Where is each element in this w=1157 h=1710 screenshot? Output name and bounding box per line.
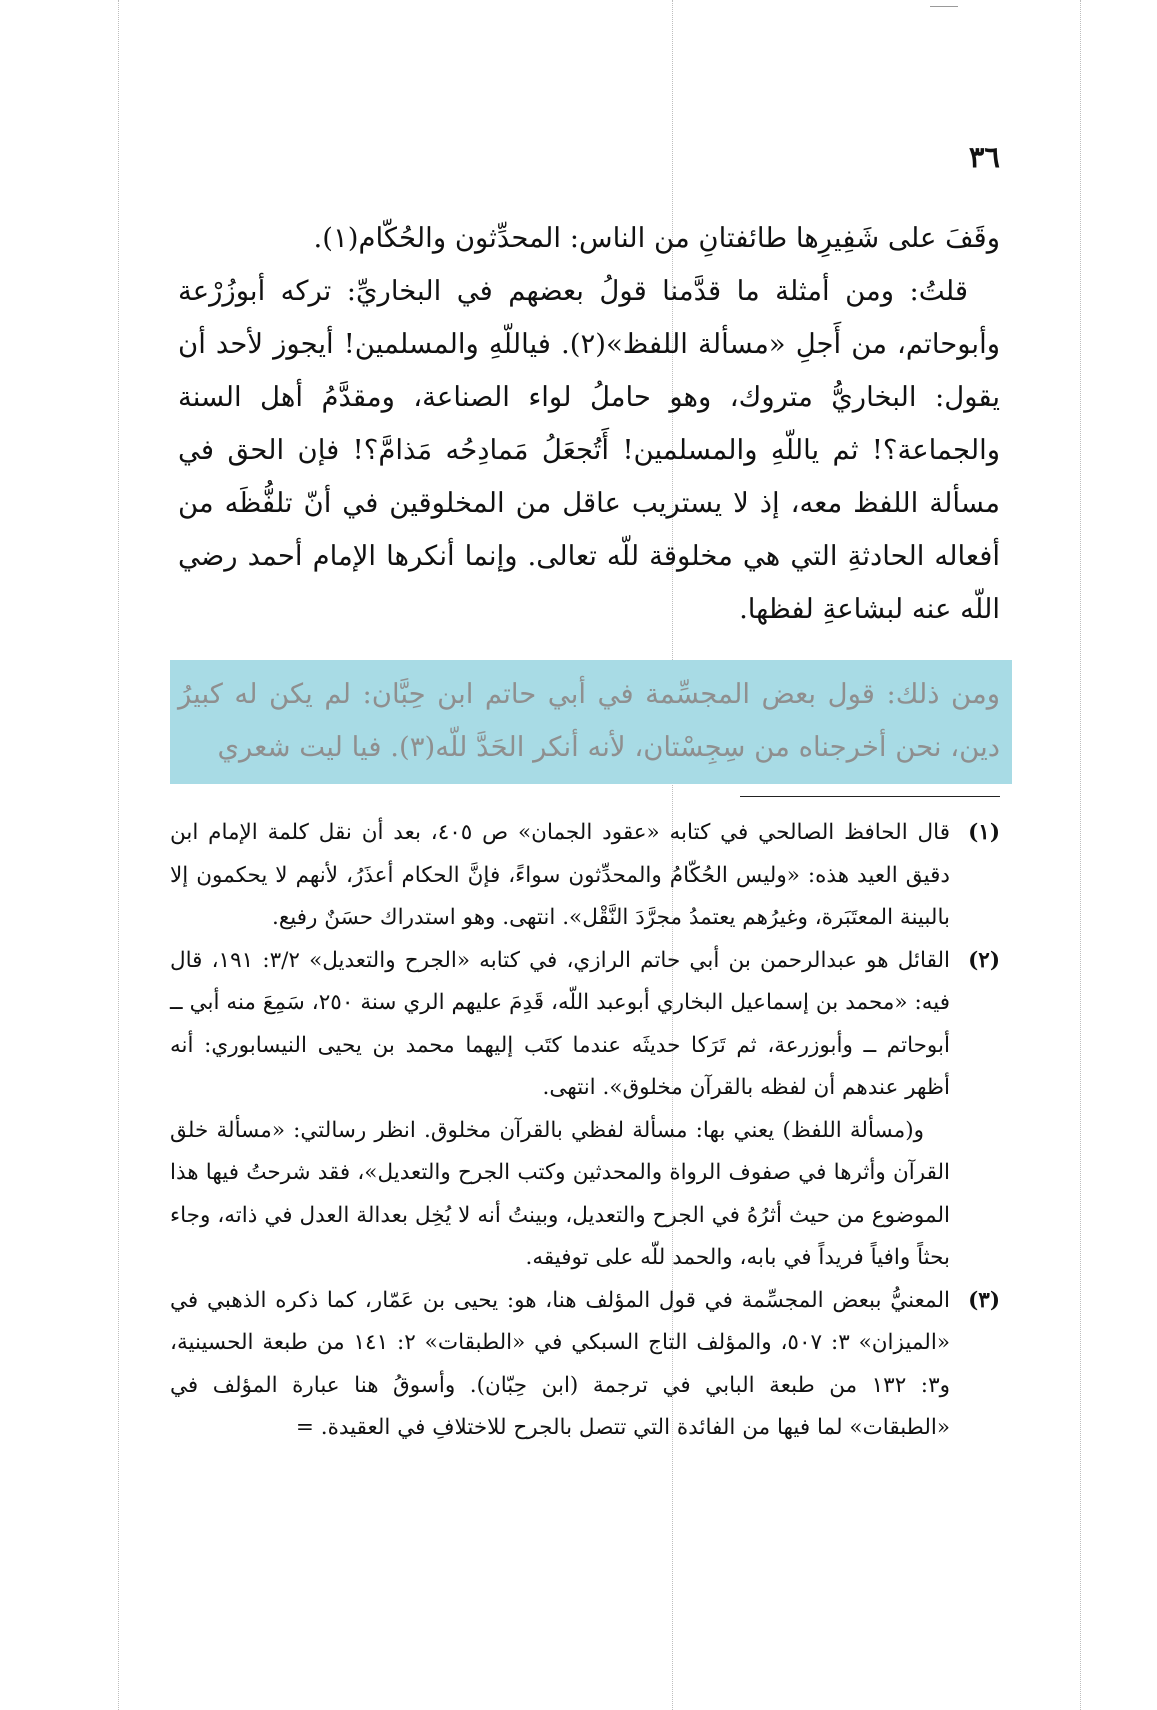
footnote-paragraph: و(مسألة اللفظ) يعني بها: مسألة لفظي بالقرآن مخلوق. انظر رسالتي: «مسألة خلق القرآن وأثرها في صفوف الرواة والمحدثين وكتب الجرح والتعديل»، فقد شرحتُ فيها هذا الموضوع من حيث أثرُهُ في الجرح والتعديل، وبينتُ أنه لا يُخِل بعدالة العدل في ذاته، وجاء بحثاً وافياً فريداً في بابه، والحمد للّه على توفيقه.	[170, 1117, 950, 1270]
scan-dotted-line-right	[1080, 0, 1081, 1710]
footnote-3	[170, 1280, 1000, 1450]
footnote-separator	[740, 796, 1000, 797]
footnote-body	[170, 940, 950, 1280]
scan-dotted-line-left	[118, 0, 119, 1710]
main-paragraph-1: وقَفَ على شَفِيرِها طائفتانِ من الناس: المحدِّثون والحُكّام(١).	[313, 222, 1000, 254]
footnote-2	[170, 940, 1000, 1280]
footnote-number: (٢)	[968, 947, 1000, 973]
footnote-paragraph: القائل هو عبدالرحمن بن أبي حاتم الرازي، في كتابه «الجرح والتعديل» ٣/٢: ١٩١، قال فيه: «محمد بن إسماعيل البخاري أبوعبد اللّه، قَدِمَ عليهم الري سنة ٢٥٠، سَمِعَ منه أبي ــ أبوحاتم ــ وأبوزرعة، ثم تَرَكا حديثَه عندما كتَب إليهما محمد بن يحيى النيسابوري: أنه أظهر عندهم أن لفظه بالقرآن مخلوق». انتهى.	[170, 947, 951, 1100]
highlighted-paragraph[interactable]: ومن ذلك: قول بعض المجسِّمة في أبي حاتم ابن حِبَّان: لم يكن له كبيرُ دين، نحن أخرجناه من سِجِسْتان، لأنه أنكر الحَدَّ للّه(٣). فيا ليت شعري	[178, 678, 1000, 763]
footnote-1	[170, 812, 1000, 940]
main-text	[178, 212, 1000, 636]
scan-top-mark	[930, 6, 958, 7]
footnote-body	[170, 812, 950, 940]
footnote-body	[170, 1280, 950, 1450]
footnotes	[170, 812, 1000, 1450]
main-paragraph-2: قلتُ: ومن أمثلة ما قدَّمنا قولُ بعضهم في البخاريِّ: تركه أبوزُرْعة وأبوحاتم، من أَجلِ «مسألة اللفظ»(٢). فياللّهِ والمسلمين! أيجوز لأحد أن يقول: البخاريُّ متروك، وهو حاملُ لواء الصناعة، ومقدَّمُ أهل السنة والجماعة؟! ثم ياللّهِ والمسلمين! أَتُجعَلُ مَمادِحُه مَذامَّ؟! فإن الحق في مسألة اللفظ معه، إذ لا يستريب عاقل من المخلوقين في أنّ تلفُّظَه من أفعاله الحادثةِ التي هي مخلوقة للّه تعالى. وإنما أنكرها الإمام أحمد رضي اللّه عنه لبشاعةِ لفظها.	[178, 275, 1000, 625]
page-number: ٣٦	[968, 140, 1000, 174]
footnote-paragraph: المعنيُّ ببعض المجسِّمة في قول المؤلف هنا، هو: يحيى بن عَمّار، كما ذكره الذهبي في «الميزان» ٣: ٥٠٧، والمؤلف التاج السبكي في «الطبقات» ٢: ١٤١ من طبعة الحسينية، و٣: ١٣٢ من طبعة البابي في ترجمة (ابن حِبّان). وأسوقُ هنا عبارة المؤلف في «الطبقات» لما فيها من الفائدة التي تتصل بالجرح للاختلافِ في العقيدة. =	[170, 1287, 951, 1440]
footnote-number: (١)	[968, 820, 1000, 845]
footnote-paragraph: قال الحافظ الصالحي في كتابه «عقود الجمان» ص ٤٠٥، بعد أن نقل كلمة الإمام ابن دقيق العيد هذه: «وليس الحُكّامُ والمحدِّثون سواءً، فإنَّ الحكام أعذَرُ، لأنهم لا يحكمون إلا بالبينة المعتَبَرة، وغيرُهم يعتمدُ مجرَّدَ النَّقْل». انتهى. وهو استدراك حسَنٌ رفيع.	[170, 820, 950, 930]
footnote-number: (٣)	[968, 1287, 1000, 1313]
